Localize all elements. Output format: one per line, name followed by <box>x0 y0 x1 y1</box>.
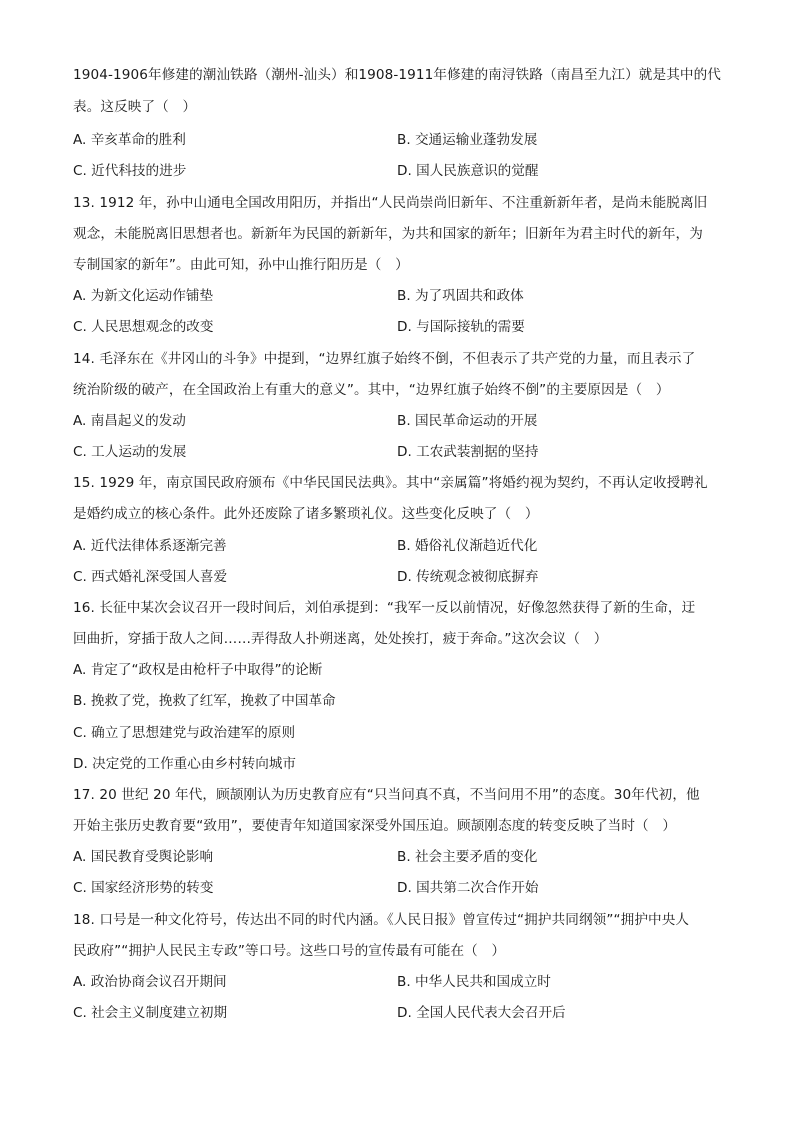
question-text-line: 开始主张历史教育要“致用”，要使青年知道国家深受外国压迫。顾颉刚态度的转变反映了当时（ ） <box>73 818 677 834</box>
option-d: D. 国人民族意识的觉醒 <box>397 163 539 179</box>
question-text-line: 16. 长征中某次会议召开一段时间后，刘伯承提到：“我军一反以前情况，好像忽然获得了新的生命，迂 <box>73 600 696 616</box>
option-a: A. 辛亥革命的胜利 <box>73 132 186 148</box>
option-c: C. 西式婚礼深受国人喜爱 <box>73 569 228 585</box>
option-d: D. 工农武装割据的坚持 <box>397 444 539 460</box>
question-text-line: 15. 1929 年，南京国民政府颁布《中华民国民法典》。其中“亲属篇”将婚约视为契约，不再认定收授聘礼 <box>73 475 708 491</box>
question-text-line: 表。这反映了（ ） <box>73 99 197 115</box>
option-a: A. 政治协商会议召开期间 <box>73 974 227 990</box>
option-b: B. 交通运输业蓬勃发展 <box>397 132 538 148</box>
option-a: A. 肯定了“政权是由枪杆子中取得”的论断 <box>73 662 323 678</box>
option-b: B. 国民革命运动的开展 <box>397 413 538 429</box>
option-a: A. 为新文化运动作铺垫 <box>73 288 214 304</box>
option-a: A. 近代法律体系逐渐完善 <box>73 538 227 554</box>
option-d: D. 传统观念被彻底摒弃 <box>397 569 539 585</box>
question-text-line: 17. 20 世纪 20 年代，顾颉刚认为历史教育应有“只当问真不真，不当问用不用”的态度。30年代初，他 <box>73 787 700 803</box>
question-text-line: 统治阶级的破产，在全国政治上有重大的意义”。其中，“边界红旗子始终不倒”的主要原因是（ ） <box>73 382 670 398</box>
option-a: A. 国民教育受舆论影响 <box>73 849 214 865</box>
option-b: B. 婚俗礼仪渐趋近代化 <box>397 538 538 554</box>
option-b: B. 中华人民共和国成立时 <box>397 974 551 990</box>
option-d: D. 决定党的工作重心由乡村转向城市 <box>73 756 297 772</box>
option-c: C. 工人运动的发展 <box>73 444 187 460</box>
question-text-line: 是婚约成立的核心条件。此外还废除了诸多繁琐礼仪。这些变化反映了（ ） <box>73 506 539 522</box>
option-c: C. 国家经济形势的转变 <box>73 880 214 896</box>
question-text-line: 18. 口号是一种文化符号，传达出不同的时代内涵。《人民日报》曾宣传过“拥护共同纲领”“拥护中央人 <box>73 912 690 928</box>
option-c: C. 社会主义制度建立初期 <box>73 1005 228 1021</box>
question-text-line: 民政府”“拥护人民民主专政”等口号。这些口号的宣传最有可能在（ ） <box>73 943 506 959</box>
option-d: D. 国共第二次合作开始 <box>397 880 539 896</box>
option-b: B. 挽救了党，挽救了红军，挽救了中国革命 <box>73 693 336 709</box>
option-d: D. 与国际接轨的需要 <box>397 319 525 335</box>
question-text-line: 1904-1906年修建的潮汕铁路（潮州-汕头）和1908-1911年修建的南浔铁路（南昌至九江）就是其中的代 <box>73 67 721 83</box>
option-b: B. 为了巩固共和政体 <box>397 288 524 304</box>
question-text-line: 回曲折，穿插于敌人之间……弄得敌人扑朔迷离，处处挨打，疲于奔命。”这次会议（ ） <box>73 631 608 647</box>
question-text-line: 14. 毛泽东在《井冈山的斗争》中提到，“边界红旗子始终不倒，不但表示了共产党的力量，而且表示了 <box>73 351 696 367</box>
option-a: A. 南昌起义的发动 <box>73 413 186 429</box>
option-b: B. 社会主要矛盾的变化 <box>397 849 538 865</box>
question-text-line: 13. 1912 年，孙中山通电全国改用阳历，并指出“人民尚崇尚旧新年、不注重新新年者，是尚未能脱离旧 <box>73 195 708 211</box>
question-text-line: 专制国家的新年”。由此可知，孙中山推行阳历是（ ） <box>73 257 409 273</box>
option-c: C. 人民思想观念的改变 <box>73 319 214 335</box>
option-d: D. 全国人民代表大会召开后 <box>397 1005 566 1021</box>
option-c: C. 近代科技的进步 <box>73 163 187 179</box>
question-text-line: 观念，未能脱离旧思想者也。新新年为民国的新新年，为共和国家的新年；旧新年为君主时代的新年，为 <box>73 226 703 242</box>
option-c: C. 确立了思想建党与政治建军的原则 <box>73 725 296 741</box>
